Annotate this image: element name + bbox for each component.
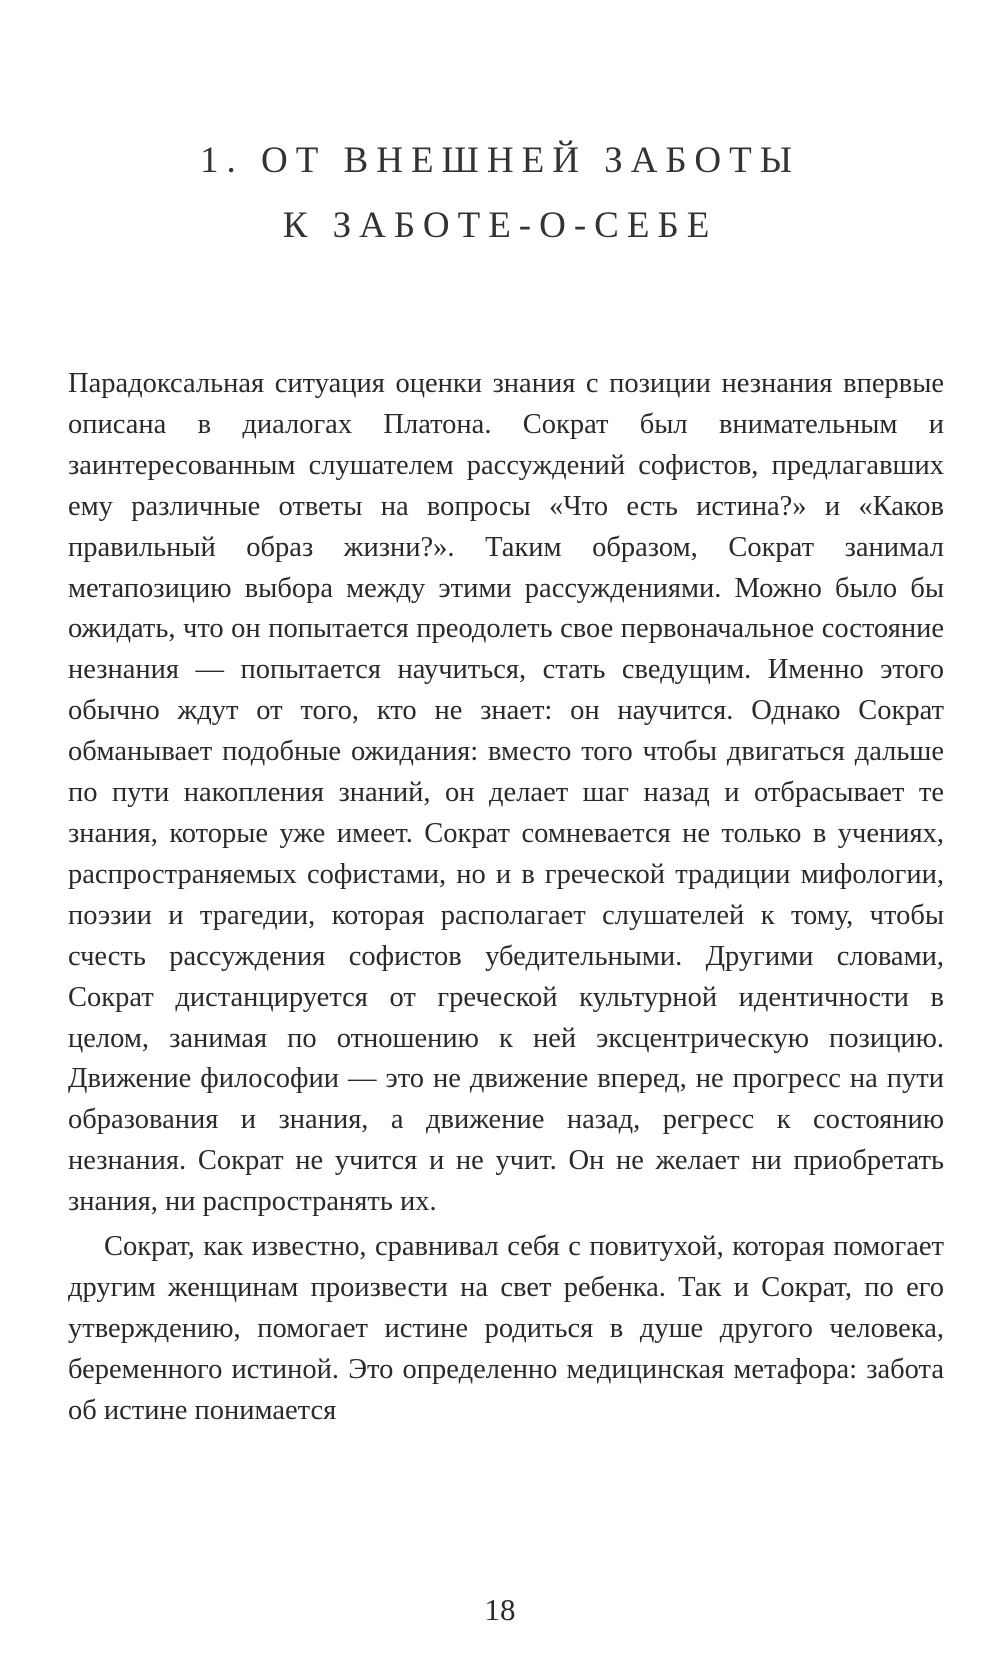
chapter-body: [68, 364, 944, 1432]
chapter-title-line-1: 1. ОТ ВНЕШНЕЙ ЗАБОТЫ: [199, 140, 801, 181]
chapter-title: [0, 128, 1000, 258]
paragraph-1: Парадоксальная ситуация оценки знания с позиции незнания впервые описана в диалогах Платона. Сократ был внимательным и заинтересованным слушателем рассуждений софистов, предлагавших ему различные ответы на вопросы «Что есть истина?» и «Каков правильный образ жизни?». Таким образом, Сократ занимал метапозицию выбора между этими рассуждениями. Можно было бы ожидать, что он попытается преодолеть свое первоначальное состояние незнания — попытается научиться, стать сведущим. Именно этого обычно ждут от того, кто не знает: он научится. Однако Сократ обманывает подобные ожидания: вместо того чтобы двигаться дальше по пути накопления знаний, он делает шаг назад и отбрасывает те знания, которые уже имеет. Сократ сомневается не только в учениях, распространяемых софистами, но и в греческой традиции мифологии, поэзии и трагедии, которая располагает слушателей к тому, чтобы счесть рассуждения софистов убедительными. Другими словами, Сократ дистанцируется от греческой культурной идентичности в целом, занимая по отношению к ней эксцентрическую позицию. Движение философии — это не движение вперед, не прогресс на пути образования и знания, а движение назад, регресс к состоянию незнания. Сократ не учится и не учит. Он не желает ни приобретать знания, ни распространять их.: [68, 368, 944, 1218]
chapter-title-line-2: К ЗАБОТЕ-О-СЕБЕ: [282, 205, 718, 246]
page-number: 18: [484, 1592, 516, 1627]
paragraph-2: Сократ, как известно, сравнивал себя с повитухой, которая помогает другим женщинам произвести на свет ребенка. Так и Сократ, по его утверждению, помогает истине родиться в душе другого человека, беременного истиной. Это определенно медицинская метафора: забота об истине понимается: [68, 1231, 944, 1426]
